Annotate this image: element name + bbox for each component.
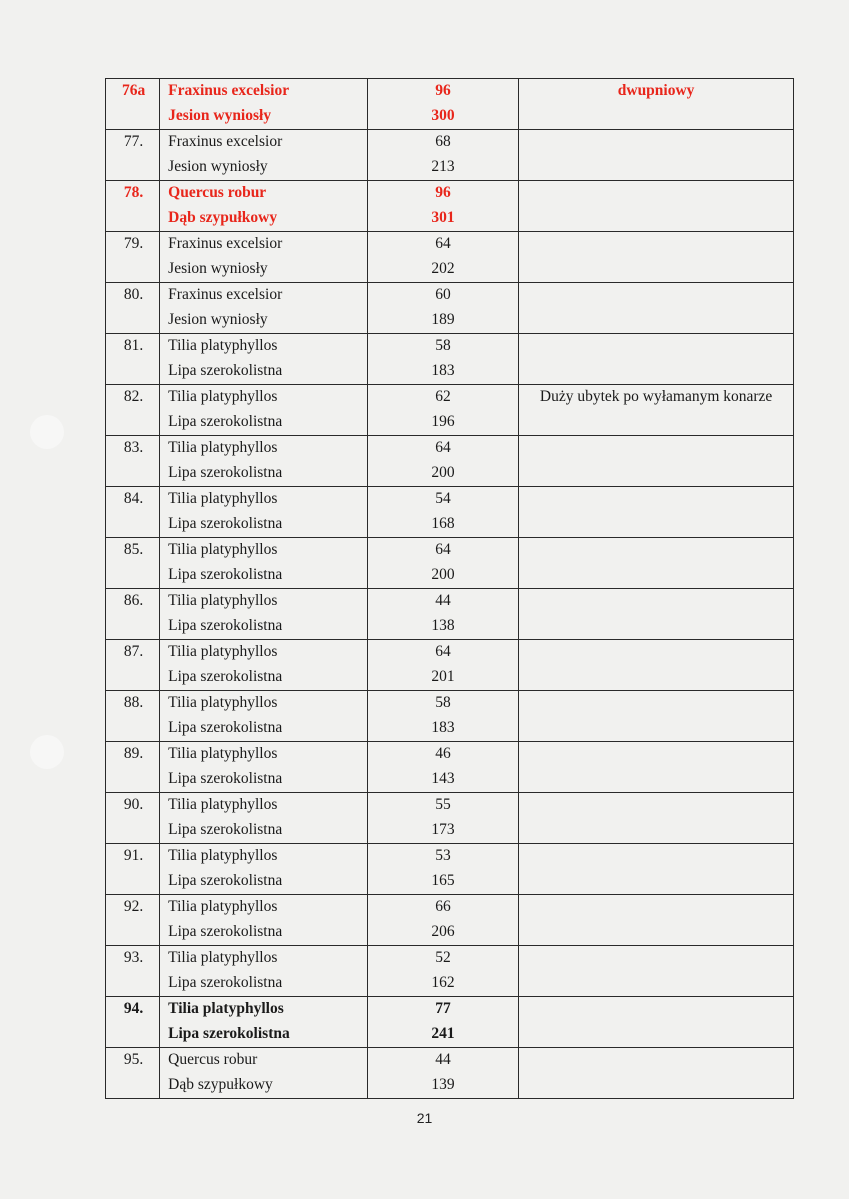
row-number-cell xyxy=(106,1048,160,1099)
circumference-value: 64 xyxy=(435,439,451,456)
height-value: 200 xyxy=(431,464,455,481)
latin-name: Tilia platyphyllos xyxy=(168,490,278,507)
row-number: 89. xyxy=(123,745,144,762)
latin-name: Tilia platyphyllos xyxy=(168,694,278,711)
circumference-value: 64 xyxy=(435,235,451,252)
note-text xyxy=(519,691,793,716)
row-number: 79. xyxy=(123,235,144,252)
circumference-value: 54 xyxy=(435,490,451,507)
row-number-cell xyxy=(106,283,160,334)
circumference-value: 66 xyxy=(435,898,451,915)
species-cell xyxy=(160,436,368,487)
note-cell xyxy=(519,589,794,640)
measurement-cell xyxy=(367,691,518,742)
row-number-cell xyxy=(106,232,160,283)
circumference-value: 62 xyxy=(435,388,451,405)
note-text xyxy=(519,283,793,308)
table-row xyxy=(106,895,794,946)
latin-name: Tilia platyphyllos xyxy=(168,847,278,864)
species-cell xyxy=(160,283,368,334)
row-number: 84. xyxy=(123,490,144,507)
note-cell xyxy=(519,895,794,946)
table-row xyxy=(106,946,794,997)
height-value: 202 xyxy=(431,260,455,277)
circumference-value: 64 xyxy=(435,643,451,660)
table-row xyxy=(106,640,794,691)
measurement-cell xyxy=(367,589,518,640)
measurement-cell xyxy=(367,487,518,538)
latin-name: Tilia platyphyllos xyxy=(168,898,278,915)
row-number: 83. xyxy=(123,439,144,456)
row-number: 91. xyxy=(123,847,144,864)
row-number: 81. xyxy=(123,337,144,354)
polish-name: Lipa szerokolistna xyxy=(168,464,283,481)
note-cell xyxy=(519,793,794,844)
note-cell xyxy=(519,1048,794,1099)
polish-name: Dąb szypułkowy xyxy=(168,1076,273,1093)
species-cell xyxy=(160,793,368,844)
note-cell xyxy=(519,283,794,334)
row-number: 78. xyxy=(123,184,144,201)
circumference-value: 64 xyxy=(435,541,451,558)
circumference-value: 53 xyxy=(435,847,451,864)
latin-name: Tilia platyphyllos xyxy=(168,643,278,660)
note-text: Duży ubytek po wyłamanym konarze xyxy=(539,388,773,405)
note-cell xyxy=(519,946,794,997)
table-row xyxy=(106,487,794,538)
polish-name: Lipa szerokolistna xyxy=(168,1025,290,1042)
note-cell xyxy=(519,997,794,1048)
note-text xyxy=(519,793,793,818)
measurement-cell xyxy=(367,334,518,385)
polish-name: Lipa szerokolistna xyxy=(168,413,283,430)
row-number-cell xyxy=(106,997,160,1048)
note-text xyxy=(519,436,793,461)
circumference-value: 58 xyxy=(435,337,451,354)
page-number: 21 xyxy=(416,1110,433,1126)
circumference-value: 52 xyxy=(435,949,451,966)
row-number: 85. xyxy=(123,541,144,558)
table-row xyxy=(106,181,794,232)
measurement-cell xyxy=(367,283,518,334)
height-value: 165 xyxy=(431,872,455,889)
row-number-cell xyxy=(106,742,160,793)
table-row xyxy=(106,742,794,793)
row-number-cell xyxy=(106,487,160,538)
note-cell xyxy=(519,640,794,691)
row-number-cell xyxy=(106,181,160,232)
table-row xyxy=(106,283,794,334)
species-cell xyxy=(160,742,368,793)
height-value: 196 xyxy=(431,413,455,430)
row-number: 82. xyxy=(123,388,144,405)
row-number: 88. xyxy=(123,694,144,711)
row-number-cell xyxy=(106,691,160,742)
circumference-value: 96 xyxy=(435,184,451,201)
measurement-cell xyxy=(367,997,518,1048)
species-cell xyxy=(160,691,368,742)
species-cell xyxy=(160,844,368,895)
polish-name: Lipa szerokolistna xyxy=(168,872,283,889)
row-number-cell xyxy=(106,844,160,895)
species-cell xyxy=(160,181,368,232)
circumference-value: 58 xyxy=(435,694,451,711)
note-text xyxy=(519,334,793,359)
note-cell xyxy=(519,844,794,895)
table-row xyxy=(106,538,794,589)
row-number-cell xyxy=(106,793,160,844)
row-number: 95. xyxy=(123,1051,144,1068)
row-number: 92. xyxy=(123,898,144,915)
note-cell xyxy=(519,691,794,742)
measurement-cell xyxy=(367,436,518,487)
latin-name: Tilia platyphyllos xyxy=(168,949,278,966)
polish-name: Lipa szerokolistna xyxy=(168,566,283,583)
species-cell xyxy=(160,538,368,589)
row-number-cell xyxy=(106,589,160,640)
measurement-cell xyxy=(367,793,518,844)
circumference-value: 77 xyxy=(435,1000,451,1017)
species-cell xyxy=(160,997,368,1048)
latin-name: Fraxinus excelsior xyxy=(168,82,290,99)
row-number: 94. xyxy=(123,1000,144,1017)
polish-name: Lipa szerokolistna xyxy=(168,617,283,634)
row-number: 87. xyxy=(123,643,144,660)
measurement-cell xyxy=(367,181,518,232)
height-value: 143 xyxy=(431,770,455,787)
note-text xyxy=(519,1048,793,1073)
height-value: 301 xyxy=(431,209,455,226)
height-value: 173 xyxy=(431,821,455,838)
row-number-cell xyxy=(106,334,160,385)
latin-name: Tilia platyphyllos xyxy=(168,1000,284,1017)
latin-name: Quercus robur xyxy=(168,1051,258,1068)
height-value: 189 xyxy=(431,311,455,328)
note-cell xyxy=(519,742,794,793)
table-row xyxy=(106,130,794,181)
note-text xyxy=(519,538,793,563)
height-value: 183 xyxy=(431,719,455,736)
latin-name: Tilia platyphyllos xyxy=(168,541,278,558)
table-row xyxy=(106,385,794,436)
note-cell xyxy=(519,538,794,589)
height-value: 168 xyxy=(431,515,455,532)
row-number-cell xyxy=(106,79,160,130)
table-row xyxy=(106,844,794,895)
height-value: 162 xyxy=(431,974,455,991)
row-number-cell xyxy=(106,946,160,997)
note-text xyxy=(519,946,793,971)
polish-name: Lipa szerokolistna xyxy=(168,515,283,532)
latin-name: Tilia platyphyllos xyxy=(168,592,278,609)
species-cell xyxy=(160,640,368,691)
note-text xyxy=(519,844,793,869)
polish-name: Jesion wyniosły xyxy=(168,158,268,175)
species-cell xyxy=(160,946,368,997)
latin-name: Quercus robur xyxy=(168,184,267,201)
row-number: 77. xyxy=(123,133,144,150)
table-row xyxy=(106,589,794,640)
table-row xyxy=(106,79,794,130)
note-text xyxy=(519,997,793,1022)
polish-name: Dąb szypułkowy xyxy=(168,209,278,226)
species-cell xyxy=(160,232,368,283)
height-value: 201 xyxy=(431,668,455,685)
species-cell xyxy=(160,589,368,640)
table-row xyxy=(106,691,794,742)
note-cell xyxy=(519,130,794,181)
circumference-value: 60 xyxy=(435,286,451,303)
circumference-value: 96 xyxy=(435,82,451,99)
height-value: 241 xyxy=(431,1025,455,1042)
polish-name: Lipa szerokolistna xyxy=(168,974,283,991)
circumference-value: 46 xyxy=(435,745,451,762)
polish-name: Lipa szerokolistna xyxy=(168,770,283,787)
polish-name: Lipa szerokolistna xyxy=(168,362,283,379)
height-value: 206 xyxy=(431,923,455,940)
measurement-cell xyxy=(367,640,518,691)
row-number-cell xyxy=(106,538,160,589)
row-number: 76a xyxy=(121,82,146,99)
height-value: 138 xyxy=(431,617,455,634)
note-text xyxy=(519,130,793,155)
table-body xyxy=(106,79,794,1099)
latin-name: Tilia platyphyllos xyxy=(168,745,278,762)
height-value: 200 xyxy=(431,566,455,583)
note-cell xyxy=(519,181,794,232)
height-value: 213 xyxy=(431,158,455,175)
height-value: 183 xyxy=(431,362,455,379)
species-cell xyxy=(160,895,368,946)
latin-name: Tilia platyphyllos xyxy=(168,439,278,456)
height-value: 139 xyxy=(431,1076,455,1093)
circumference-value: 44 xyxy=(435,1051,451,1068)
row-number-cell xyxy=(106,640,160,691)
species-cell xyxy=(160,385,368,436)
table-row xyxy=(106,436,794,487)
note-text xyxy=(519,232,793,257)
polish-name: Jesion wyniosły xyxy=(168,107,272,124)
row-number-cell xyxy=(106,436,160,487)
table-row xyxy=(106,997,794,1048)
measurement-cell xyxy=(367,538,518,589)
row-number: 93. xyxy=(123,949,144,966)
note-cell xyxy=(519,232,794,283)
species-cell xyxy=(160,79,368,130)
row-number-cell xyxy=(106,385,160,436)
circumference-value: 44 xyxy=(435,592,451,609)
measurement-cell xyxy=(367,895,518,946)
note-cell xyxy=(519,79,794,130)
row-number: 86. xyxy=(123,592,144,609)
latin-name: Fraxinus excelsior xyxy=(168,286,283,303)
latin-name: Fraxinus excelsior xyxy=(168,133,283,150)
note-text xyxy=(519,742,793,767)
latin-name: Fraxinus excelsior xyxy=(168,235,283,252)
punch-hole xyxy=(30,735,64,769)
species-cell xyxy=(160,130,368,181)
measurement-cell xyxy=(367,385,518,436)
latin-name: Tilia platyphyllos xyxy=(168,337,278,354)
tree-inventory-table xyxy=(105,78,794,1099)
note-text xyxy=(519,589,793,614)
polish-name: Jesion wyniosły xyxy=(168,260,268,277)
polish-name: Lipa szerokolistna xyxy=(168,923,283,940)
measurement-cell xyxy=(367,946,518,997)
circumference-value: 68 xyxy=(435,133,451,150)
measurement-cell xyxy=(367,130,518,181)
note-cell xyxy=(519,436,794,487)
row-number-cell xyxy=(106,895,160,946)
table-row xyxy=(106,334,794,385)
circumference-value: 55 xyxy=(435,796,451,813)
species-cell xyxy=(160,1048,368,1099)
polish-name: Lipa szerokolistna xyxy=(168,719,283,736)
table-row xyxy=(106,793,794,844)
note-cell xyxy=(519,385,794,436)
latin-name: Tilia platyphyllos xyxy=(168,796,278,813)
measurement-cell xyxy=(367,1048,518,1099)
punch-hole xyxy=(30,415,64,449)
row-number: 80. xyxy=(123,286,144,303)
height-value: 300 xyxy=(431,107,455,124)
species-cell xyxy=(160,487,368,538)
note-cell xyxy=(519,487,794,538)
row-number-cell xyxy=(106,130,160,181)
polish-name: Jesion wyniosły xyxy=(168,311,268,328)
latin-name: Tilia platyphyllos xyxy=(168,388,278,405)
measurement-cell xyxy=(367,844,518,895)
polish-name: Lipa szerokolistna xyxy=(168,821,283,838)
note-text xyxy=(519,487,793,512)
note-text: dwupniowy xyxy=(617,82,695,99)
table-row xyxy=(106,1048,794,1099)
table-row xyxy=(106,232,794,283)
measurement-cell xyxy=(367,79,518,130)
note-text xyxy=(519,895,793,920)
polish-name: Lipa szerokolistna xyxy=(168,668,283,685)
row-number: 90. xyxy=(123,796,144,813)
note-text xyxy=(519,640,793,665)
species-cell xyxy=(160,334,368,385)
note-cell xyxy=(519,334,794,385)
measurement-cell xyxy=(367,742,518,793)
note-text xyxy=(519,181,793,206)
measurement-cell xyxy=(367,232,518,283)
